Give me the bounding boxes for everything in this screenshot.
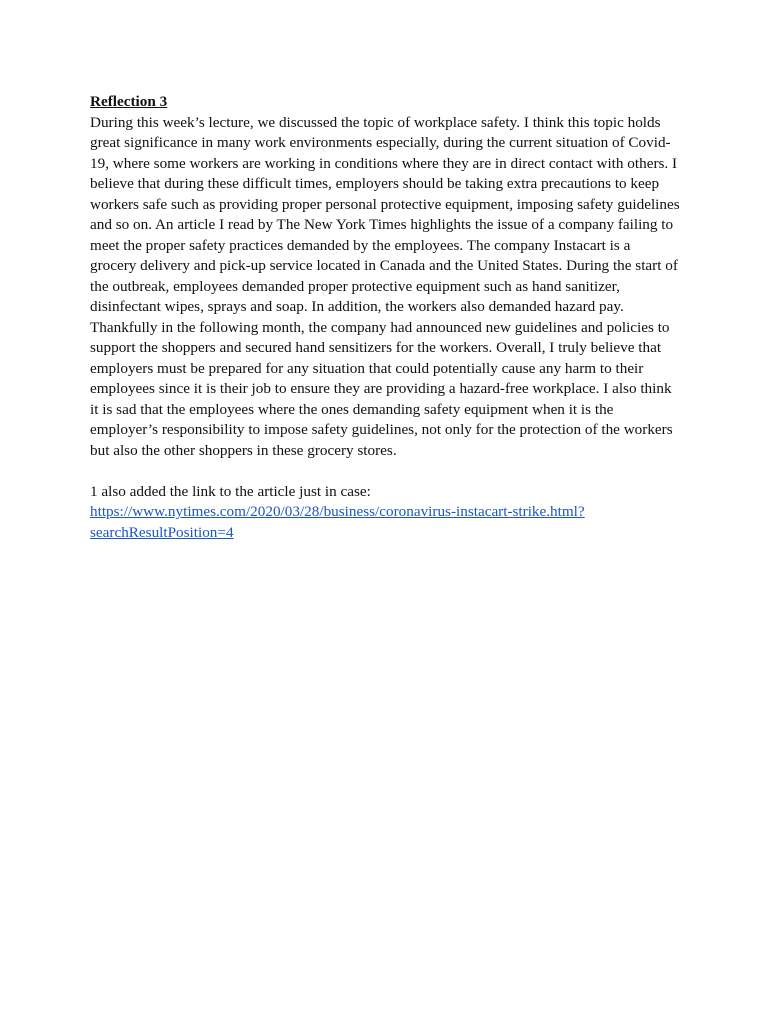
article-link-part-2: searchResultPosition=4 bbox=[90, 523, 234, 541]
link-intro-text: 1 also added the link to the article just in case: bbox=[90, 482, 371, 500]
reflection-paragraph: During this week’s lecture, we discussed the topic of workplace safety. I think this topic holds great significance in many work environments especially, during the current situation of Covid-19, where some workers are working in conditions where they are in direct contact with others. I believe that during these difficult times, employers should be taking extra precautions to keep workers safe such as providing proper personal protective equipment, imposing safety guidelines and so on. An article I read by The New York Times highlights the issue of a company failing to meet the proper safety practices demanded by the employees. The company Instacart is a grocery delivery and pick-up service located in Canada and the United States. During the start of the outbreak, employees demanded proper protective equipment such as hand sanitizer, disinfectant wipes, sprays and soap. In addition, the workers also demanded hazard pay. Thankfully in the following month, the company had announced new guidelines and policies to support the shoppers and secured hand sensitizers for the workers. Overall, I truly believe that employers must be prepared for any situation that could potentially cause any harm to their employees since it is their job to ensure they are providing a hazard-free workplace. I also think it is sad that the employees where the ones demanding safety equipment when it is the employer’s responsibility to impose safety guidelines, not only for the protection of the workers but also the other shoppers in these grocery stores. bbox=[90, 113, 680, 459]
article-link-part-1: https://www.nytimes.com/2020/03/28/business/coronavirus-instacart-strike.html? bbox=[90, 503, 585, 520]
document-title: Reflection 3 bbox=[90, 93, 168, 110]
paragraph-spacer bbox=[90, 461, 680, 482]
document-body bbox=[90, 92, 680, 543]
article-link-container bbox=[90, 502, 680, 543]
article-link[interactable] bbox=[90, 503, 585, 541]
